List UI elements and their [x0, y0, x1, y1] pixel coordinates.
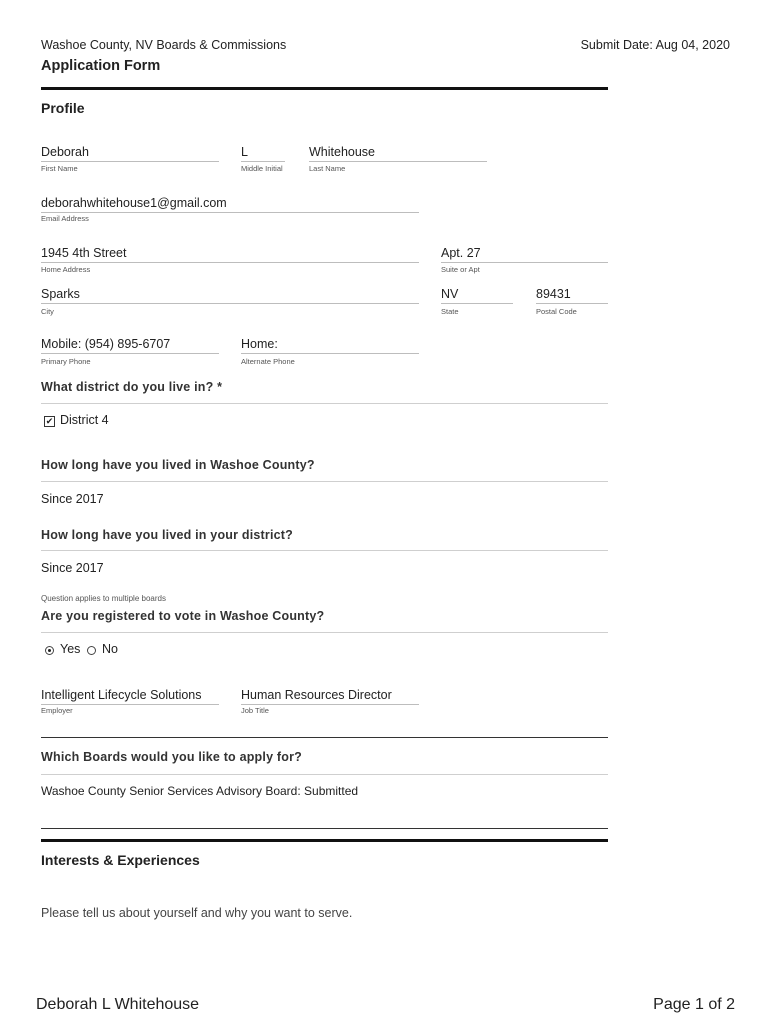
submit-date: Submit Date: Aug 04, 2020: [580, 38, 730, 52]
voter-question-divider: [41, 632, 608, 633]
job-title-label: Job Title: [241, 706, 269, 715]
boards-top-divider: [41, 737, 608, 738]
home-address-field[interactable]: 1945 4th Street: [41, 246, 419, 263]
first-name-field[interactable]: Deborah: [41, 145, 219, 162]
suite-label: Suite or Apt: [441, 265, 480, 274]
interests-divider: [41, 839, 608, 842]
voter-no-radio[interactable]: [87, 646, 96, 655]
county-duration-answer: Since 2017: [41, 492, 104, 506]
interests-section-title: Interests & Experiences: [41, 852, 200, 868]
postal-code-label: Postal Code: [536, 307, 577, 316]
email-label: Email Address: [41, 214, 89, 223]
alternate-phone-field[interactable]: Home:: [241, 337, 419, 354]
voter-no-label: No: [102, 642, 118, 656]
primary-phone-label: Primary Phone: [41, 357, 91, 366]
state-label: State: [441, 307, 459, 316]
district-answer: District 4: [60, 413, 109, 427]
middle-initial-field[interactable]: L: [241, 145, 285, 162]
postal-code-field[interactable]: 89431: [536, 287, 608, 304]
employer-label: Employer: [41, 706, 73, 715]
county-duration-divider: [41, 481, 608, 482]
profile-section-title: Profile: [41, 100, 85, 116]
email-field[interactable]: deborahwhitehouse1@gmail.com: [41, 196, 419, 213]
district-duration-divider: [41, 550, 608, 551]
state-field[interactable]: NV: [441, 287, 513, 304]
district-checkbox[interactable]: ✔: [45, 416, 54, 426]
voter-yes-radio[interactable]: [45, 646, 54, 655]
boards-question: Which Boards would you like to apply for?: [41, 750, 302, 764]
voter-yes-label: Yes: [60, 642, 81, 656]
last-name-label: Last Name: [309, 164, 346, 173]
page-number: Page 1 of 2: [653, 996, 735, 1013]
home-address-label: Home Address: [41, 265, 91, 274]
district-duration-answer: Since 2017: [41, 561, 104, 575]
city-label: City: [41, 307, 54, 316]
form-title: Application Form: [41, 58, 161, 74]
boards-bottom-divider: [41, 828, 608, 829]
voter-registration-question: Are you registered to vote in Washoe County?: [41, 609, 325, 623]
multiple-boards-note: Question applies to multiple boards: [41, 594, 166, 603]
organization-name: Washoe County, NV Boards & Commissions: [41, 38, 287, 52]
suite-field[interactable]: Apt. 27: [441, 246, 608, 263]
first-name-label: First Name: [41, 164, 78, 173]
employer-field[interactable]: Intelligent Lifecycle Solutions: [41, 688, 219, 705]
last-name-field[interactable]: Whitehouse: [309, 145, 487, 162]
city-field[interactable]: Sparks: [41, 287, 419, 304]
primary-phone-field[interactable]: Mobile: (954) 895-6707: [41, 337, 219, 354]
job-title-field[interactable]: Human Resources Director: [241, 688, 419, 705]
header-divider: [41, 87, 608, 90]
district-duration-question: How long have you lived in your district?: [41, 528, 293, 542]
county-duration-question: How long have you lived in Washoe County?: [41, 458, 315, 472]
district-question: What district do you live in? *: [41, 380, 223, 394]
footer-applicant-name: Deborah L Whitehouse: [36, 996, 200, 1013]
interests-prompt: Please tell us about yourself and why you want to serve.: [41, 906, 353, 920]
district-question-divider: [41, 403, 608, 404]
middle-initial-label: Middle Initial: [241, 164, 283, 173]
alternate-phone-label: Alternate Phone: [241, 357, 295, 366]
boards-answer: Washoe County Senior Services Advisory Board: Submitted: [41, 784, 359, 798]
boards-question-divider: [41, 774, 608, 775]
